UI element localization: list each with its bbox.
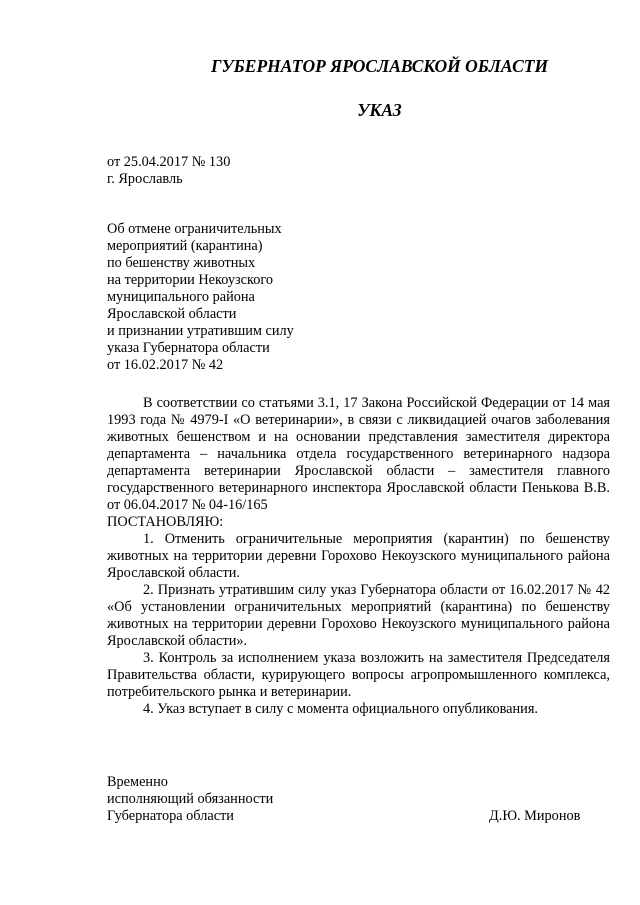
- document-details: [107, 154, 607, 188]
- subject-line: по бешенству животных: [107, 255, 256, 271]
- subject-line: от 16.02.2017 № 42: [107, 357, 224, 373]
- preamble-paragraph: В соответствии со статьями 3.1, 17 Закона Российской Федерации от 14 мая 1993 года № 4979-I «О ветеринарии», в связи с ликвидацией очагов заболевания животных бешенством и на основании представления заместителя директора департамента – начальника отдела государственного ветеринарного надзора департамента ветеринарии Ярославской области – заместителя главного государственного ветеринарного инспектора Ярославской области Пенькова В.В. от 06.04.2017 № 04-16/165: [107, 395, 610, 513]
- signature-position-line: исполняющий обязанности: [107, 791, 274, 807]
- date-and-number: от 25.04.2017 № 130: [107, 154, 231, 170]
- authority-heading: ГУБЕРНАТОР ЯРОСЛАВСКОЙ ОБЛАСТИ: [210, 56, 549, 76]
- subject-line: мероприятий (карантина): [107, 238, 263, 254]
- decree-item: 3. Контроль за исполнением указа возложить на заместителя Председателя Правительства области, курирующего вопросы агропромышленного комплекса, потребительского рынка и ветеринарии.: [107, 650, 610, 700]
- decree-word: ПОСТАНОВЛЯЮ:: [107, 514, 224, 530]
- subject-line: и признании утратившим силу: [107, 323, 294, 339]
- signer-name: Д.Ю. Миронов: [489, 808, 581, 824]
- subject-line: на территории Некоузского: [107, 272, 274, 288]
- document-type-heading: УКАЗ: [357, 100, 402, 120]
- decree-item: 2. Признать утратившим силу указ Губернатора области от 16.02.2017 № 42 «Об установлении ограничительных мероприятий (карантина) по бешенству животных на территории деревни Горохово Некоузского муниципального района Ярославской области».: [107, 582, 610, 649]
- signature-position-line: Временно: [107, 774, 168, 790]
- decree-item: 4. Указ вступает в силу с момента официального опубликования.: [143, 701, 538, 717]
- subject-line: указа Губернатора области: [107, 340, 270, 356]
- decree-body: [107, 395, 610, 718]
- subject-line: Ярославской области: [107, 306, 237, 322]
- subject-line: муниципального района: [107, 289, 255, 305]
- signature-position-line: Губернатора области: [107, 808, 234, 824]
- decree-item: 1. Отменить ограничительные мероприятия (карантин) по бешенству животных на территории деревни Горохово Некоузского муниципального района Ярославской области.: [107, 531, 610, 581]
- city: г. Ярославль: [107, 171, 183, 187]
- subject-line: Об отмене ограничительных: [107, 221, 282, 237]
- document-subject: [107, 221, 607, 374]
